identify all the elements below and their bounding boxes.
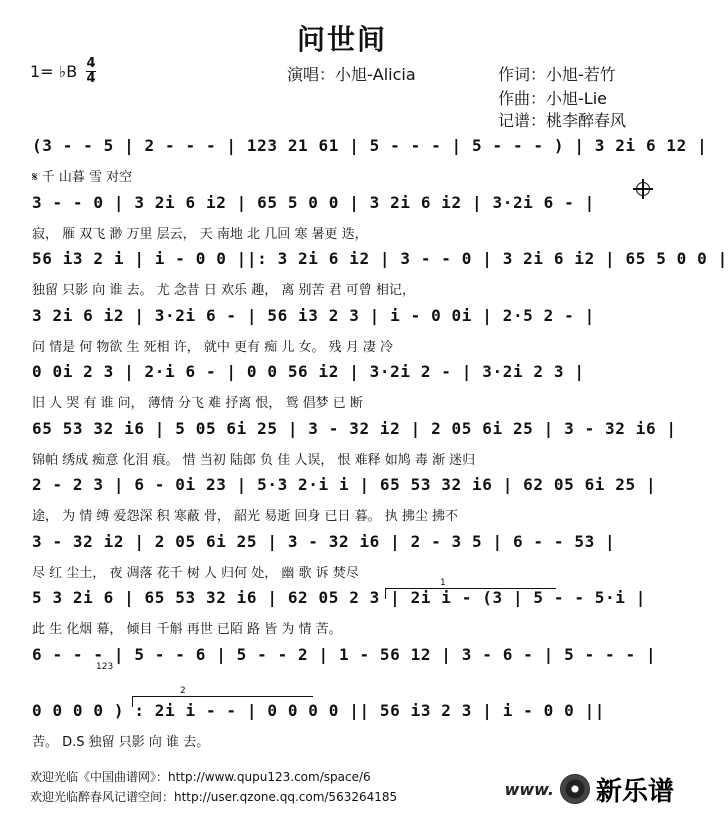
singer-credit: 演唱：小旭-Alicia (287, 65, 416, 84)
first-ending-bracket (385, 588, 556, 599)
logo-text: 新乐谱 (595, 776, 674, 807)
triplet-mark: 123 (96, 662, 114, 672)
lyric-line: 苦。 D.S 独留 只影 向 谁 去。 (32, 735, 210, 750)
key-signature: 1= ♭B (30, 62, 78, 81)
note-line: (3 - - 5 | 2 - - - | 123 21 61 | 5 - - - | 5 - - - ) | 3 2i 6 12 | (32, 136, 708, 155)
note-line: 0 0i 2 3 | 2·i 6 - | 0 0 56 i2 | 3·2i 2 - | 3·2i 2 3 | (32, 362, 585, 381)
score-line (0, 701, 684, 771)
second-ending-number: 2 (180, 686, 186, 696)
footer-line-1: 欢迎光临《中国曲谱网》：http://www.qupu123.com/space/6 (30, 770, 371, 784)
note-line: 0 0 0 0 ) : 2i i - - | 0 0 0 0 || 56 i3 2 3 | i - 0 0 || (32, 701, 606, 720)
song-title: 问世间 (296, 23, 387, 56)
note-line: 3 2i 6 i2 | 3·2i 6 - | 56 i3 2 3 | i - 0 0i | 2·5 2 - | (32, 305, 595, 325)
lyric-line: 此 生 化烟 幕， 倾目 千斛 再世 已陌 路 皆 为 情 苦。 (32, 622, 342, 637)
composer-credit: 作曲：小旭-Lie (498, 89, 607, 108)
lyric-line: 旧 人 哭 有 谁 问， 薄情 分飞 难 抒离 恨， 鸳 倡梦 已 断 (32, 396, 363, 411)
note-line: 65 53 32 i6 | 5 05 6i 25 | 3 - 32 i2 | 2 05 6i 25 | 3 - 32 i6 | (32, 418, 677, 438)
lyric-line: 锦帕 绣成 痴意 化泪 痕。 惜 当初 陆郎 负 佳 人误， 恨 难释 如鸠 毒 渐 迷归 (32, 452, 476, 468)
footer-line-2: 欢迎光临醉春风记谱空间：http://user.qzone.qq.com/563264185 (30, 790, 398, 804)
first-ending-number: 1 (440, 578, 446, 588)
note-line: 2 - 2 3 | 6 - 0i 23 | 5·3 2·i i | 65 53 32 i6 | 62 05 6i 25 | (32, 475, 657, 494)
coda-sign-icon (636, 182, 650, 196)
time-signature (86, 58, 96, 85)
lyric-line: 问 情是 何 物欲 生 死相 许， 就中 更有 痴 儿 女。 残 月 凄 冷 (32, 339, 393, 355)
transcriber-credit: 记谱：桃李醉春风 (498, 111, 627, 130)
time-top: 4 (86, 56, 96, 71)
note-line: 6 - - - | 5 - - 6 | 5 - - 2 | 1 - 56 12 | 3 - 6 - | 5 - - - | (32, 644, 657, 664)
note-line: 56 i3 2 i | i - 0 0 ||: 3 2i 6 i2 | 3 - - 0 | 3 2i 6 i2 | 65 5 0 0 | (32, 249, 728, 268)
lyric-line: 𝄋 千 山暮 雪 对空 (32, 170, 133, 185)
lyric-line (32, 675, 642, 695)
lyric-line: 途， 为 情 缚 爱怨深 积 寒蔽 骨， 韶光 易逝 回身 已日 暮。 执 拂尘 拂不 (32, 509, 458, 524)
record-disc-icon (560, 774, 590, 804)
site-logo (505, 773, 674, 805)
second-ending-bracket (132, 696, 313, 707)
note-line: 3 - 32 i2 | 2 05 6i 25 | 3 - 32 i6 | 2 - 3 5 | 6 - - 53 | (32, 531, 616, 551)
time-bottom: 4 (86, 71, 96, 86)
note-line: 5 3 2i 6 | 65 53 32 i6 | 62 05 2 3 | 2i i - (3 | 5 - - 5·i | (32, 588, 646, 607)
logo-www: www. (504, 779, 554, 799)
lyricist-credit: 作词：小旭-若竹 (498, 65, 616, 84)
lyric-line: 独留 只影 向 谁 去。 尤 念昔 日 欢乐 趣， 离 别苦 君 可曾 相记， (32, 283, 415, 298)
lyric-line: 尽 红 尘土， 夜 凋落 花千 树 人 归何 处， 幽 歌 诉 焚尽 (32, 565, 359, 581)
lyric-line: 寂， 雁 双飞 渺 万里 层云， 天 南地 北 几回 寒 暑更 迭， (32, 226, 368, 242)
note-line: 3 - - 0 | 3 2i 6 i2 | 65 5 0 0 | 3 2i 6 i2 | 3·2i 6 - | (32, 192, 595, 212)
